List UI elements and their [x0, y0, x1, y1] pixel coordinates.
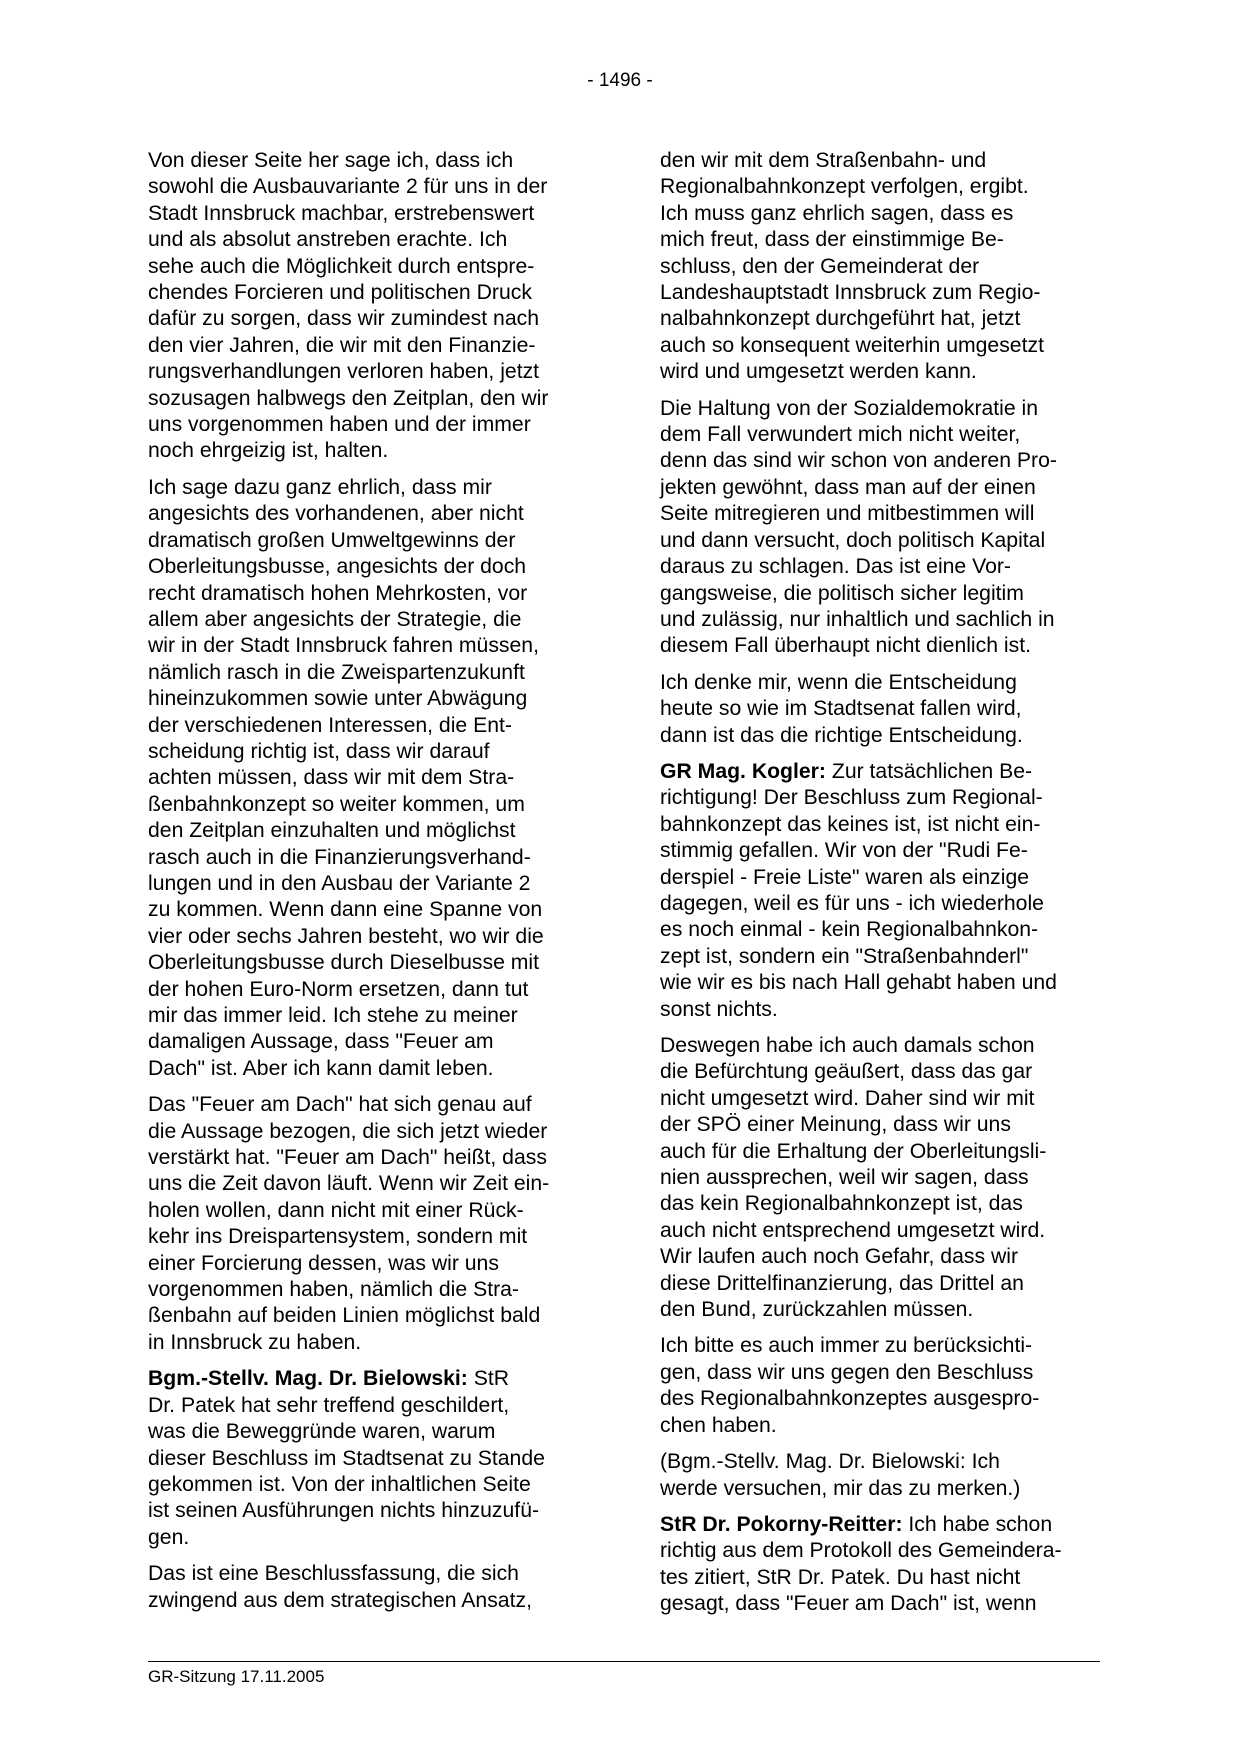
paragraph: Ich sage dazu ganz ehrlich, dass mir angesichts des vorhandenen, aber nicht dramatisch großen Umweltgewinns der Oberleitungsbusse, angesichts der doch recht dramatisch hohen Mehrkosten, vor allem aber angesichts der Strategie, die wir in der Stadt Innsbruck fahren müssen, nämlich rasch in die Zweispartenzukunft hineinzukommen sowie unter Abwägung der verschiedenen Interessen, die Ent- scheidung richtig ist, dass wir darauf achten müssen, dass wir mit dem Stra- ßenbahnkonzept so weiter kommen, um den Zeitplan einzuhalten und möglichst rasch auch in die Finanzierungsverhand- lungen und in den Ausbau der Variante 2 zu kommen. Wenn dann eine Spanne von vier oder sechs Jahren besteht, wo wir die Oberleitungsbusse durch Dieselbusse mit der hohen Euro-Norm ersetzen, dann tut mir das immer leid. Ich stehe zu meiner damaligen Aussage, dass "Feuer am Dach" ist. Aber ich kann damit leben.	[148, 475, 544, 1080]
speaker-text: Dr. Patek hat sehr treffend geschildert, was die Beweggründe waren, warum dieser Beschluss im Stadtsenat zu Stande gekommen ist. Von der inhaltlichen Seite ist seinen Ausführungen nichts hinzuzufü- gen.	[148, 1393, 545, 1549]
footer-divider	[148, 1661, 1100, 1662]
speaker-paragraph	[660, 1512, 1100, 1618]
speaker-paragraph	[660, 759, 1100, 1023]
paragraph: Das "Feuer am Dach" hat sich genau auf die Aussage bezogen, die sich jetzt wieder verstärkt hat. "Feuer am Dach" heißt, dass uns die Zeit davon läuft. Wenn wir Zeit ein- holen wollen, dann nicht mit einer Rück- kehr ins Dreispartensystem, sondern mit einer Forcierung dessen, was wir uns vorgenommen haben, nämlich die Stra- ßenbahn auf beiden Linien möglichst bald in Innsbruck zu haben.	[148, 1093, 550, 1354]
paragraph: Die Haltung von der Sozialdemokratie in dem Fall verwundert mich nicht weiter, denn das sind wir schon von anderen Pro- jekten gewöhnt, dass man auf der einen Seite mitregieren und mitbestimmen will und dann versucht, doch politisch Kapital daraus zu schlagen. Das ist eine Vor- gangsweise, die politisch sicher legitim und zulässig, nur inhaltlich und sachlich in diesem Fall überhaupt nicht dienlich ist.	[660, 396, 1057, 658]
interjection-paragraph: (Bgm.-Stellv. Mag. Dr. Bielowski: Ich werde versuchen, mir das zu merken.)	[660, 1450, 1021, 1500]
paragraph: Deswegen habe ich auch damals schon die Befürchtung geäußert, dass das gar nicht umgesetzt wird. Daher sind wir mit der SPÖ einer Meinung, dass wir uns auch für die Erhaltung der Oberleitungsli- nien aussprechen, weil wir sagen, dass das kein Regionalbahnkonzept ist, das auch nicht entsprechend umgesetzt wird. Wir laufen auch noch Gefahr, dass wir diese Drittelfinanzierung, das Drittel an den Bund, zurückzahlen müssen.	[660, 1034, 1047, 1322]
paragraph: Das ist eine Beschlussfassung, die sich zwingend aus dem strategischen Ansatz,	[148, 1562, 532, 1612]
speaker-name: Bgm.-Stellv. Mag. Dr. Bielowski:	[148, 1367, 468, 1391]
speaker-paragraph	[148, 1366, 588, 1551]
right-column	[660, 148, 1100, 1628]
left-column	[148, 148, 588, 1624]
speaker-first-line: Ich habe schon	[902, 1512, 1053, 1536]
speaker-first-line: Zur tatsächlichen Be-	[825, 759, 1033, 783]
footer-session-date: GR-Sitzung 17.11.2005	[148, 1667, 325, 1686]
speaker-text: richtig aus dem Protokoll des Gemeindera- tes zitiert, StR Dr. Patek. Du hast nicht gesagt, dass "Feuer am Dach" ist, wenn	[660, 1539, 1062, 1616]
speaker-name: StR Dr. Pokorny-Reitter:	[660, 1512, 903, 1536]
paragraph: Ich bitte es auch immer zu berücksichti- gen, dass wir uns gegen den Beschluss des Regionalbahnkonzeptes ausgespro- chen haben.	[660, 1334, 1040, 1437]
paragraph: den wir mit dem Straßenbahn- und Regionalbahnkonzept verfolgen, ergibt. Ich muss ganz ehrlich sagen, dass es mich freut, dass der einstimmige Be- schluss, den der Gemeinderat der Landeshauptstadt Innsbruck zum Regio- nalbahnkonzept durchgeführt hat, jetzt auch so konsequent weiterhin umgesetzt wird und umgesetzt werden kann.	[660, 149, 1044, 384]
paragraph: Von dieser Seite her sage ich, dass ich sowohl die Ausbauvariante 2 für uns in der Stadt Innsbruck machbar, erstrebenswert und als absolut anstreben erachte. Ich sehe auch die Möglichkeit durch entspre- chendes Forcieren und politischen Druck dafür zu sorgen, dass wir zumindest nach den vier Jahren, die wir mit den Finanzie- rungsverhandlungen verloren haben, jetzt sozusagen halbwegs den Zeitplan, den wir uns vorgenommen haben und der immer noch ehrgeizig ist, halten.	[148, 149, 549, 463]
speaker-first-line: StR	[467, 1367, 510, 1391]
page-number: - 1496 -	[587, 70, 653, 91]
paragraph: Ich denke mir, wenn die Entscheidung heute so wie im Stadtsenat fallen wird, dann ist das die richtige Entscheidung.	[660, 670, 1023, 747]
speaker-name: GR Mag. Kogler:	[660, 759, 826, 783]
speaker-text: richtigung! Der Beschluss zum Regional- bahnkonzept das keines ist, ist nicht ein- stimmig gefallen. Wir von der "Rudi Fe- derspiel - Freie Liste" waren als einzige dagegen, weil es für uns - ich wiederhole es noch einmal - kein Regionalbahnkon- zept ist, sondern ein "Straßenbahnderl" wie wir es bis nach Hall gehabt haben und sonst nichts.	[660, 786, 1057, 1021]
